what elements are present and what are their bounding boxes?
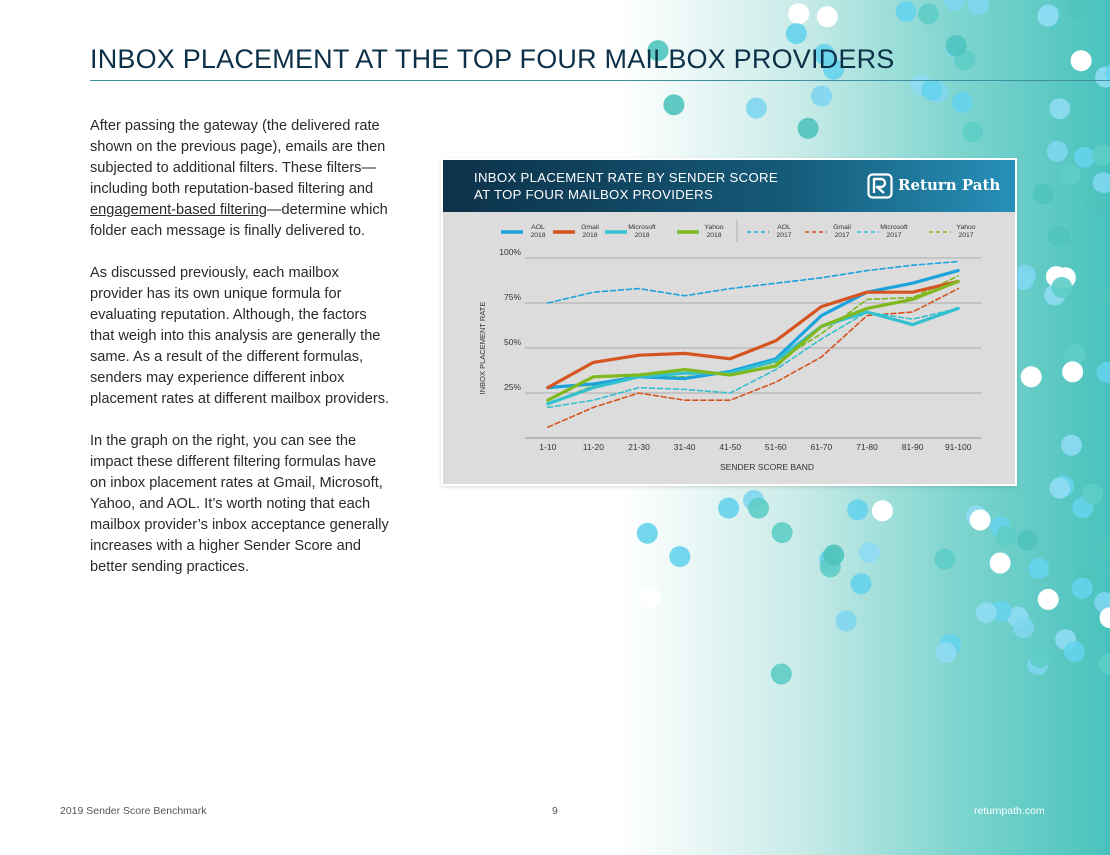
decorative-dot xyxy=(968,0,989,15)
legend-label: Yahoo xyxy=(956,224,976,231)
chart-card xyxy=(441,158,1017,486)
decorative-dot xyxy=(847,499,868,520)
footer-page-number: 9 xyxy=(552,805,558,817)
decorative-dot xyxy=(970,510,991,531)
legend-label-year: 2017 xyxy=(886,232,902,239)
x-tick-label: 31-40 xyxy=(673,442,696,452)
decorative-dot xyxy=(817,6,838,27)
return-path-logo-icon xyxy=(867,173,893,199)
footer-website: returnpath.com xyxy=(974,805,1045,817)
legend-label: Yahoo xyxy=(704,224,724,231)
decorative-dot xyxy=(872,500,893,521)
y-axis-title: INBOX PLACEMENT RATE xyxy=(478,301,487,395)
decorative-dot xyxy=(811,86,832,107)
decorative-dot xyxy=(851,573,872,594)
page-title: INBOX PLACEMENT AT THE TOP FOUR MAILBOX PROVIDERS xyxy=(90,44,895,74)
decorative-dot xyxy=(788,3,809,24)
decorative-dot xyxy=(1061,435,1082,456)
legend-label: AOL xyxy=(531,224,545,231)
decorative-dot xyxy=(1099,653,1110,674)
legend-label-year: 2018 xyxy=(530,232,546,239)
legend-label-year: 2017 xyxy=(834,232,850,239)
decorative-dot xyxy=(640,587,661,608)
decorative-dot xyxy=(1033,183,1054,204)
decorative-dot xyxy=(896,1,917,22)
decorative-dot xyxy=(1064,344,1085,365)
body-text xyxy=(90,116,390,599)
x-tick-label: 61-70 xyxy=(810,442,833,452)
decorative-dot xyxy=(946,35,967,56)
decorative-dot xyxy=(1068,0,1089,19)
decorative-dot xyxy=(1064,641,1085,662)
decorative-dot xyxy=(1071,50,1092,71)
chart-header xyxy=(443,160,1015,212)
decorative-dot xyxy=(637,523,658,544)
decorative-dot xyxy=(952,92,973,113)
decorative-dot xyxy=(1074,147,1095,168)
decorative-dot xyxy=(746,98,767,119)
paragraph-1-text-a: After passing the gateway (the delivered rate shown on the previous page), emails are then subjected to additional filters. These filters—including both reputation-based filtering and xyxy=(90,118,386,197)
series-line-microsoft-2017 xyxy=(548,308,958,407)
decorative-dot xyxy=(1072,578,1093,599)
decorative-dot xyxy=(1038,589,1059,610)
decorative-dot xyxy=(718,498,739,519)
decorative-dot xyxy=(669,546,690,567)
decorative-dot xyxy=(1082,484,1103,505)
series-line-aol-2017 xyxy=(548,262,958,303)
x-tick-label: 51-60 xyxy=(764,442,787,452)
decorative-dot xyxy=(1051,277,1072,298)
decorative-dot xyxy=(1049,98,1070,119)
decorative-dot xyxy=(1047,141,1068,162)
paragraph-3: In the graph on the right, you can see the impact these different filtering formulas have on inbox placement rates at Gmail, Microsoft, Yahoo, and AOL. It’s worth noting that each mailbox provider’s inbox acceptance generally increases with a higher Sender Score and better sending practices. xyxy=(90,433,389,575)
x-tick-label: 11-20 xyxy=(582,442,604,452)
decorative-dot xyxy=(976,602,997,623)
decorative-dot xyxy=(1028,558,1049,579)
decorative-dot xyxy=(1048,226,1069,247)
decorative-dot xyxy=(1049,478,1070,499)
decorative-dot xyxy=(1092,144,1110,165)
legend-label: Gmail xyxy=(581,224,599,231)
decorative-dot xyxy=(990,553,1011,574)
y-tick-label: 100% xyxy=(499,247,521,257)
decorative-dot xyxy=(918,4,939,25)
decorative-dot xyxy=(1085,191,1106,212)
legend-label: AOL xyxy=(777,224,791,231)
decorative-dot xyxy=(934,549,955,570)
engagement-filtering-link[interactable]: engagement-based filtering xyxy=(90,202,267,218)
decorative-dot xyxy=(935,642,956,663)
legend-label: Microsoft xyxy=(628,224,656,231)
decorative-dot xyxy=(1037,6,1058,27)
decorative-dot xyxy=(1021,366,1042,387)
x-tick-label: 71-80 xyxy=(856,442,878,452)
chart-title-line-1: INBOX PLACEMENT RATE BY SENDER SCORE xyxy=(474,170,778,185)
decorative-dot xyxy=(771,664,792,685)
footer-publication: 2019 Sender Score Benchmark xyxy=(60,805,207,817)
decorative-dot xyxy=(1096,362,1110,383)
brand-logo xyxy=(867,173,999,199)
paragraph-1 xyxy=(90,116,390,242)
paragraph-2: As discussed previously, each mailbox provider has its own unique formula for evaluating reputation. Although, the factors that weigh into this analysis are generally the same. As a result of the different formulas, senders may experience different inbox placement rates at different mailbox providers. xyxy=(90,265,390,407)
title-divider xyxy=(90,80,1110,81)
decorative-dot xyxy=(996,526,1017,547)
brand-name: Return Path xyxy=(898,176,1001,194)
decorative-dot xyxy=(823,545,844,566)
y-tick-label: 50% xyxy=(503,337,521,347)
legend-label-year: 2018 xyxy=(706,232,722,239)
decorative-dot xyxy=(1060,164,1081,185)
x-tick-label: 91-100 xyxy=(944,442,972,452)
decorative-dot xyxy=(944,0,965,11)
series-line-microsoft-2018 xyxy=(548,308,958,403)
decorative-dot xyxy=(1103,288,1110,309)
decorative-dot xyxy=(921,80,942,101)
decorative-dot xyxy=(1029,647,1050,668)
legend-label: Microsoft xyxy=(880,224,908,231)
x-tick-label: 41-50 xyxy=(719,442,742,452)
decorative-dot xyxy=(1018,530,1039,551)
decorative-dot xyxy=(1099,538,1110,559)
decorative-dot xyxy=(1062,361,1083,382)
decorative-dot xyxy=(772,522,793,543)
y-tick-label: 25% xyxy=(503,382,521,392)
decorative-dot xyxy=(836,611,857,632)
decorative-dot xyxy=(1013,617,1034,638)
x-tick-label: 1-10 xyxy=(539,442,557,452)
decorative-dot xyxy=(962,122,983,143)
chart-title-line-2: AT TOP FOUR MAILBOX PROVIDERS xyxy=(474,187,714,202)
chart-title xyxy=(474,169,778,203)
decorative-dot xyxy=(748,498,769,519)
legend-label-year: 2017 xyxy=(958,232,974,239)
decorative-dot xyxy=(798,118,819,139)
paragraph-1-text-b: —determine which folder each message is finally delivered to. xyxy=(90,202,388,239)
series-line-gmail-2017 xyxy=(548,289,958,428)
decorative-dot xyxy=(859,542,880,563)
legend-label-year: 2017 xyxy=(776,232,792,239)
line-chart xyxy=(443,212,1015,484)
legend-label: Gmail xyxy=(833,224,851,231)
legend-label-year: 2018 xyxy=(582,232,598,239)
decorative-dot xyxy=(786,23,807,44)
decorative-dot xyxy=(663,94,684,115)
y-tick-label: 75% xyxy=(503,292,521,302)
x-tick-label: 81-90 xyxy=(901,442,924,452)
decorative-dot xyxy=(1093,172,1110,193)
x-axis-title: SENDER SCORE BAND xyxy=(720,462,814,472)
x-tick-label: 21-30 xyxy=(628,442,650,452)
legend-label-year: 2018 xyxy=(634,232,650,239)
